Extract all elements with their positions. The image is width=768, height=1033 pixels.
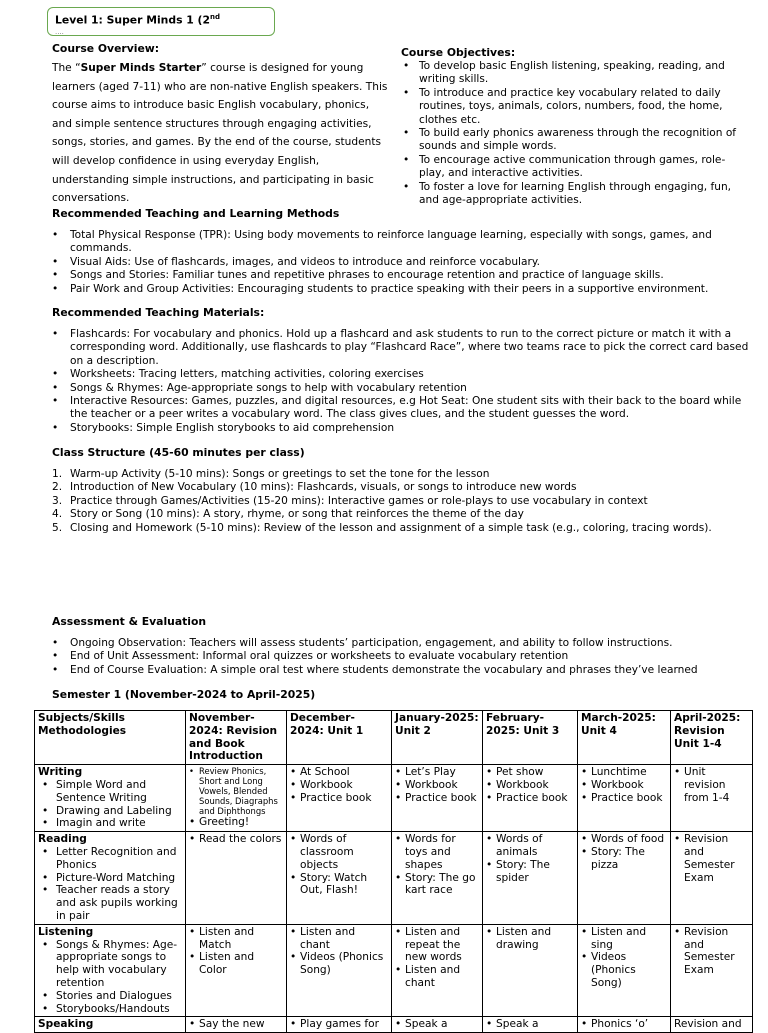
list-item: • Revision and Semester Exam <box>674 833 749 884</box>
list-item: • Listen and chant <box>395 964 479 990</box>
table-cell <box>671 832 753 925</box>
list-item: • Workbook <box>486 779 574 792</box>
list-item: • Listen and chant <box>290 926 388 952</box>
semester-schedule-table <box>34 710 753 1033</box>
table-cell <box>287 1017 392 1033</box>
list-item: • To develop basic English listening, speaking, reading, and writing skills. <box>401 60 751 87</box>
table-cell <box>392 765 483 832</box>
list-item: • Practice book <box>290 792 388 805</box>
list-item: • Songs & Rhymes: Age-appropriate songs to help with vocabulary retention <box>38 939 182 990</box>
table-cell <box>186 765 287 832</box>
list-item: • Songs & Rhymes: Age-appropriate songs to help with vocabulary retention <box>52 382 752 395</box>
table-cell <box>578 924 671 1017</box>
list-item: • Story: Watch Out, Flash! <box>290 872 388 898</box>
list-item: • Teacher reads a story and ask pupils working in pair <box>38 884 182 922</box>
list-item: • Words for toys and shapes <box>395 833 479 871</box>
table-cell <box>671 1017 753 1033</box>
column-header: December-2024: Unit 1 <box>287 711 392 765</box>
list-item: • Pet show <box>486 766 574 779</box>
column-header: April-2025: Revision Unit 1-4 <box>671 711 753 765</box>
list-item: • To foster a love for learning English through engaging, fun, and age-appropriate activities. <box>401 181 751 208</box>
table-cell <box>578 1017 671 1033</box>
list-item: • Stories and Dialogues <box>38 990 182 1003</box>
list-item: • Storybooks/Handouts <box>38 1003 182 1016</box>
assessment-list <box>52 637 752 677</box>
table-cell <box>35 832 186 925</box>
list-item: • Listen and sing <box>581 926 667 952</box>
table-cell <box>671 924 753 1017</box>
table-cell <box>483 1017 578 1033</box>
table-cell <box>483 924 578 1017</box>
list-item: • Play games for <box>290 1018 388 1031</box>
list-item: • End of Unit Assessment: Informal oral quizzes or worksheets to evaluate vocabulary retention <box>52 650 752 663</box>
list-item: • Story: The spider <box>486 859 574 885</box>
document-title-box <box>47 7 275 36</box>
list-item: • Listen and drawing <box>486 926 574 952</box>
list-item: 5. Closing and Homework (5-10 mins): Review of the lesson and assignment of a simple task (e.g., coloring, tracing words). <box>52 521 712 534</box>
table-cell <box>186 832 287 925</box>
skill-name: Writing <box>38 766 83 779</box>
list-item: • Ongoing Observation: Teachers will assess students’ participation, engagement, and ability to follow instructions. <box>52 637 752 650</box>
list-item: • Workbook <box>581 779 667 792</box>
table-cell <box>35 1017 186 1033</box>
list-item: • Story: The go kart race <box>395 872 479 898</box>
list-item: • Listen and repeat the new words <box>395 926 479 964</box>
skill-name: Listening <box>38 925 94 938</box>
list-item: • Review Phonics, Short and Long Vowels, Blended Sounds, Diagraphs and Diphthongs <box>189 766 283 816</box>
list-item: • To encourage active communication through games, role-play, and interactive activities. <box>401 154 751 181</box>
table-cell <box>671 765 753 832</box>
list-item: • Revision and Semester Exam <box>674 926 749 977</box>
list-item: • Phonics ‘o’ <box>581 1018 667 1031</box>
list-item: • Practice book <box>581 792 667 805</box>
list-item: 4. Story or Song (10 mins): A story, rhyme, or song that reinforces the theme of the day <box>52 508 524 521</box>
teaching-methods <box>52 207 752 296</box>
list-item: • Practice book <box>486 792 574 805</box>
table-cell <box>287 832 392 925</box>
list-item: • Picture-Word Matching <box>38 872 182 885</box>
class-structure-heading: Class Structure (45-60 minutes per class) <box>52 446 305 459</box>
course-overview <box>52 42 392 208</box>
list-item: • Words of classroom objects <box>290 833 388 871</box>
list-item: • Songs and Stories: Familiar tunes and repetitive phrases to encourage retention and practice of language skills. <box>52 269 752 282</box>
list-item: • Read the colors <box>189 833 283 846</box>
table-cell <box>35 924 186 1017</box>
document-title: Level 1: Super Minds 1 (2nd <box>55 13 220 27</box>
list-item: • Speak a <box>395 1018 479 1031</box>
table-cell <box>186 1017 287 1033</box>
list-item: • Words of food <box>581 833 667 846</box>
list-item: • End of Course Evaluation: A simple oral test where students demonstrate the vocabulary and phrases they’ve learned <box>52 664 752 677</box>
table-row <box>35 832 753 925</box>
table-row <box>35 765 753 832</box>
list-item: • Unit revision from 1-4 <box>674 766 749 804</box>
list-item: • Drawing and Labeling <box>38 805 182 818</box>
list-item: • Videos (Phonics Song) <box>290 951 388 977</box>
column-header: February-2025: Unit 3 <box>483 711 578 765</box>
semester-heading: Semester 1 (November-2024 to April-2025) <box>52 688 316 701</box>
course-objectives-list <box>401 60 751 207</box>
semester-section <box>52 688 752 701</box>
skill-name: Speaking <box>38 1018 94 1031</box>
list-item: • Letter Recognition and Phonics <box>38 846 182 872</box>
list-item: • Pair Work and Group Activities: Encouraging students to practice speaking with their peers in a supportive environment. <box>52 283 752 296</box>
table-cell <box>287 765 392 832</box>
list-item: • Flashcards: For vocabulary and phonics. Hold up a flashcard and ask students to run to the correct picture or match it with a corresponding word. Additionally, use flashcards to play “Flashcard Race”, where two teams race to pick the correct card based on a description. <box>52 328 752 368</box>
column-header: March-2025: Unit 4 <box>578 711 671 765</box>
teaching-materials-heading: Recommended Teaching Materials: <box>52 306 265 319</box>
list-item: • Total Physical Response (TPR): Using body movements to reinforce language learning, especially with songs, games, and commands. <box>52 229 752 256</box>
table-cell <box>392 1017 483 1033</box>
list-item: • Worksheets: Tracing letters, matching activities, coloring exercises <box>52 368 752 381</box>
cell-text: Revision and <box>674 1018 742 1031</box>
list-item: • Words of animals <box>486 833 574 859</box>
list-item: • Practice book <box>395 792 479 805</box>
list-item: • Workbook <box>290 779 388 792</box>
table-cell <box>287 924 392 1017</box>
list-item: • Workbook <box>395 779 479 792</box>
list-item: • Storybooks: Simple English storybooks to aid comprehension <box>52 422 752 435</box>
class-structure-list <box>52 468 752 535</box>
table-row <box>35 1017 753 1033</box>
course-objectives-heading: Course Objectives: <box>401 46 516 59</box>
assessment-heading: Assessment & Evaluation <box>52 615 207 628</box>
table-cell <box>578 765 671 832</box>
teaching-materials <box>52 306 752 435</box>
table-header-row <box>35 711 753 765</box>
list-item: • Greeting! <box>189 816 283 829</box>
class-structure <box>52 446 752 535</box>
list-item: 3. Practice through Games/Activities (15-20 mins): Interactive games or role-plays to use vocabulary in context <box>52 494 648 507</box>
document-title-clipped: .... <box>55 27 64 36</box>
list-item: • Say the new <box>189 1018 283 1031</box>
course-overview-text: The “Super Minds Starter” course is designed for young learners (aged 7-11) who are non-native English speakers. This course aims to introduce basic English vocabulary, phonics, and simple sentence structures through engaging activities, songs, stories, and games. By the end of the course, students will develop confidence in using everyday English, understanding simple instructions, and participating in basic conversations. <box>52 62 388 205</box>
table-cell <box>578 832 671 925</box>
list-item: • Videos (Phonics Song) <box>581 951 667 989</box>
list-item: 1. Warm-up Activity (5-10 mins): Songs or greetings to set the tone for the lesson <box>52 468 490 480</box>
list-item: • Listen and Color <box>189 951 283 977</box>
course-overview-heading: Course Overview: <box>52 42 160 55</box>
teaching-methods-heading: Recommended Teaching and Learning Methods <box>52 207 340 220</box>
list-item: • Visual Aids: Use of flashcards, images, and videos to introduce and reinforce vocabulary. <box>52 256 752 269</box>
list-item: • At School <box>290 766 388 779</box>
list-item: • Imagin and write <box>38 817 182 830</box>
skill-name: Reading <box>38 833 87 846</box>
table-cell <box>483 832 578 925</box>
course-objectives <box>401 46 751 207</box>
list-item: • To build early phonics awareness through the recognition of sounds and simple words. <box>401 127 751 154</box>
list-item: • Speak a <box>486 1018 574 1031</box>
list-item: 2. Introduction of New Vocabulary (10 mins): Flashcards, visuals, or songs to introduce new words <box>52 481 577 494</box>
table-cell <box>186 924 287 1017</box>
list-item: • To introduce and practice key vocabulary related to daily routines, toys, animals, colors, numbers, food, the home, clothes etc. <box>401 87 751 127</box>
table-cell <box>392 924 483 1017</box>
column-header: November-2024: Revision and Book Introduction <box>186 711 287 765</box>
table-row <box>35 924 753 1017</box>
table-cell <box>35 765 186 832</box>
list-item: • Lunchtime <box>581 766 667 779</box>
list-item: • Interactive Resources: Games, puzzles, and digital resources, e.g Hot Seat: One student sits with their back to the board while the teacher or a peer writes a vocabulary word. The class gives clues, and the student guesses the word. <box>52 395 752 422</box>
list-item: • Listen and Match <box>189 926 283 952</box>
assessment-evaluation <box>52 615 752 677</box>
column-header: January-2025: Unit 2 <box>392 711 483 765</box>
list-item: • Let’s Play <box>395 766 479 779</box>
teaching-methods-list <box>52 229 752 296</box>
list-item: • Story: The pizza <box>581 846 667 872</box>
table-cell <box>483 765 578 832</box>
list-item: • Simple Word and Sentence Writing <box>38 779 182 805</box>
teaching-materials-list <box>52 328 752 435</box>
table-cell <box>392 832 483 925</box>
column-header: Subjects/Skills Methodologies <box>35 711 186 765</box>
